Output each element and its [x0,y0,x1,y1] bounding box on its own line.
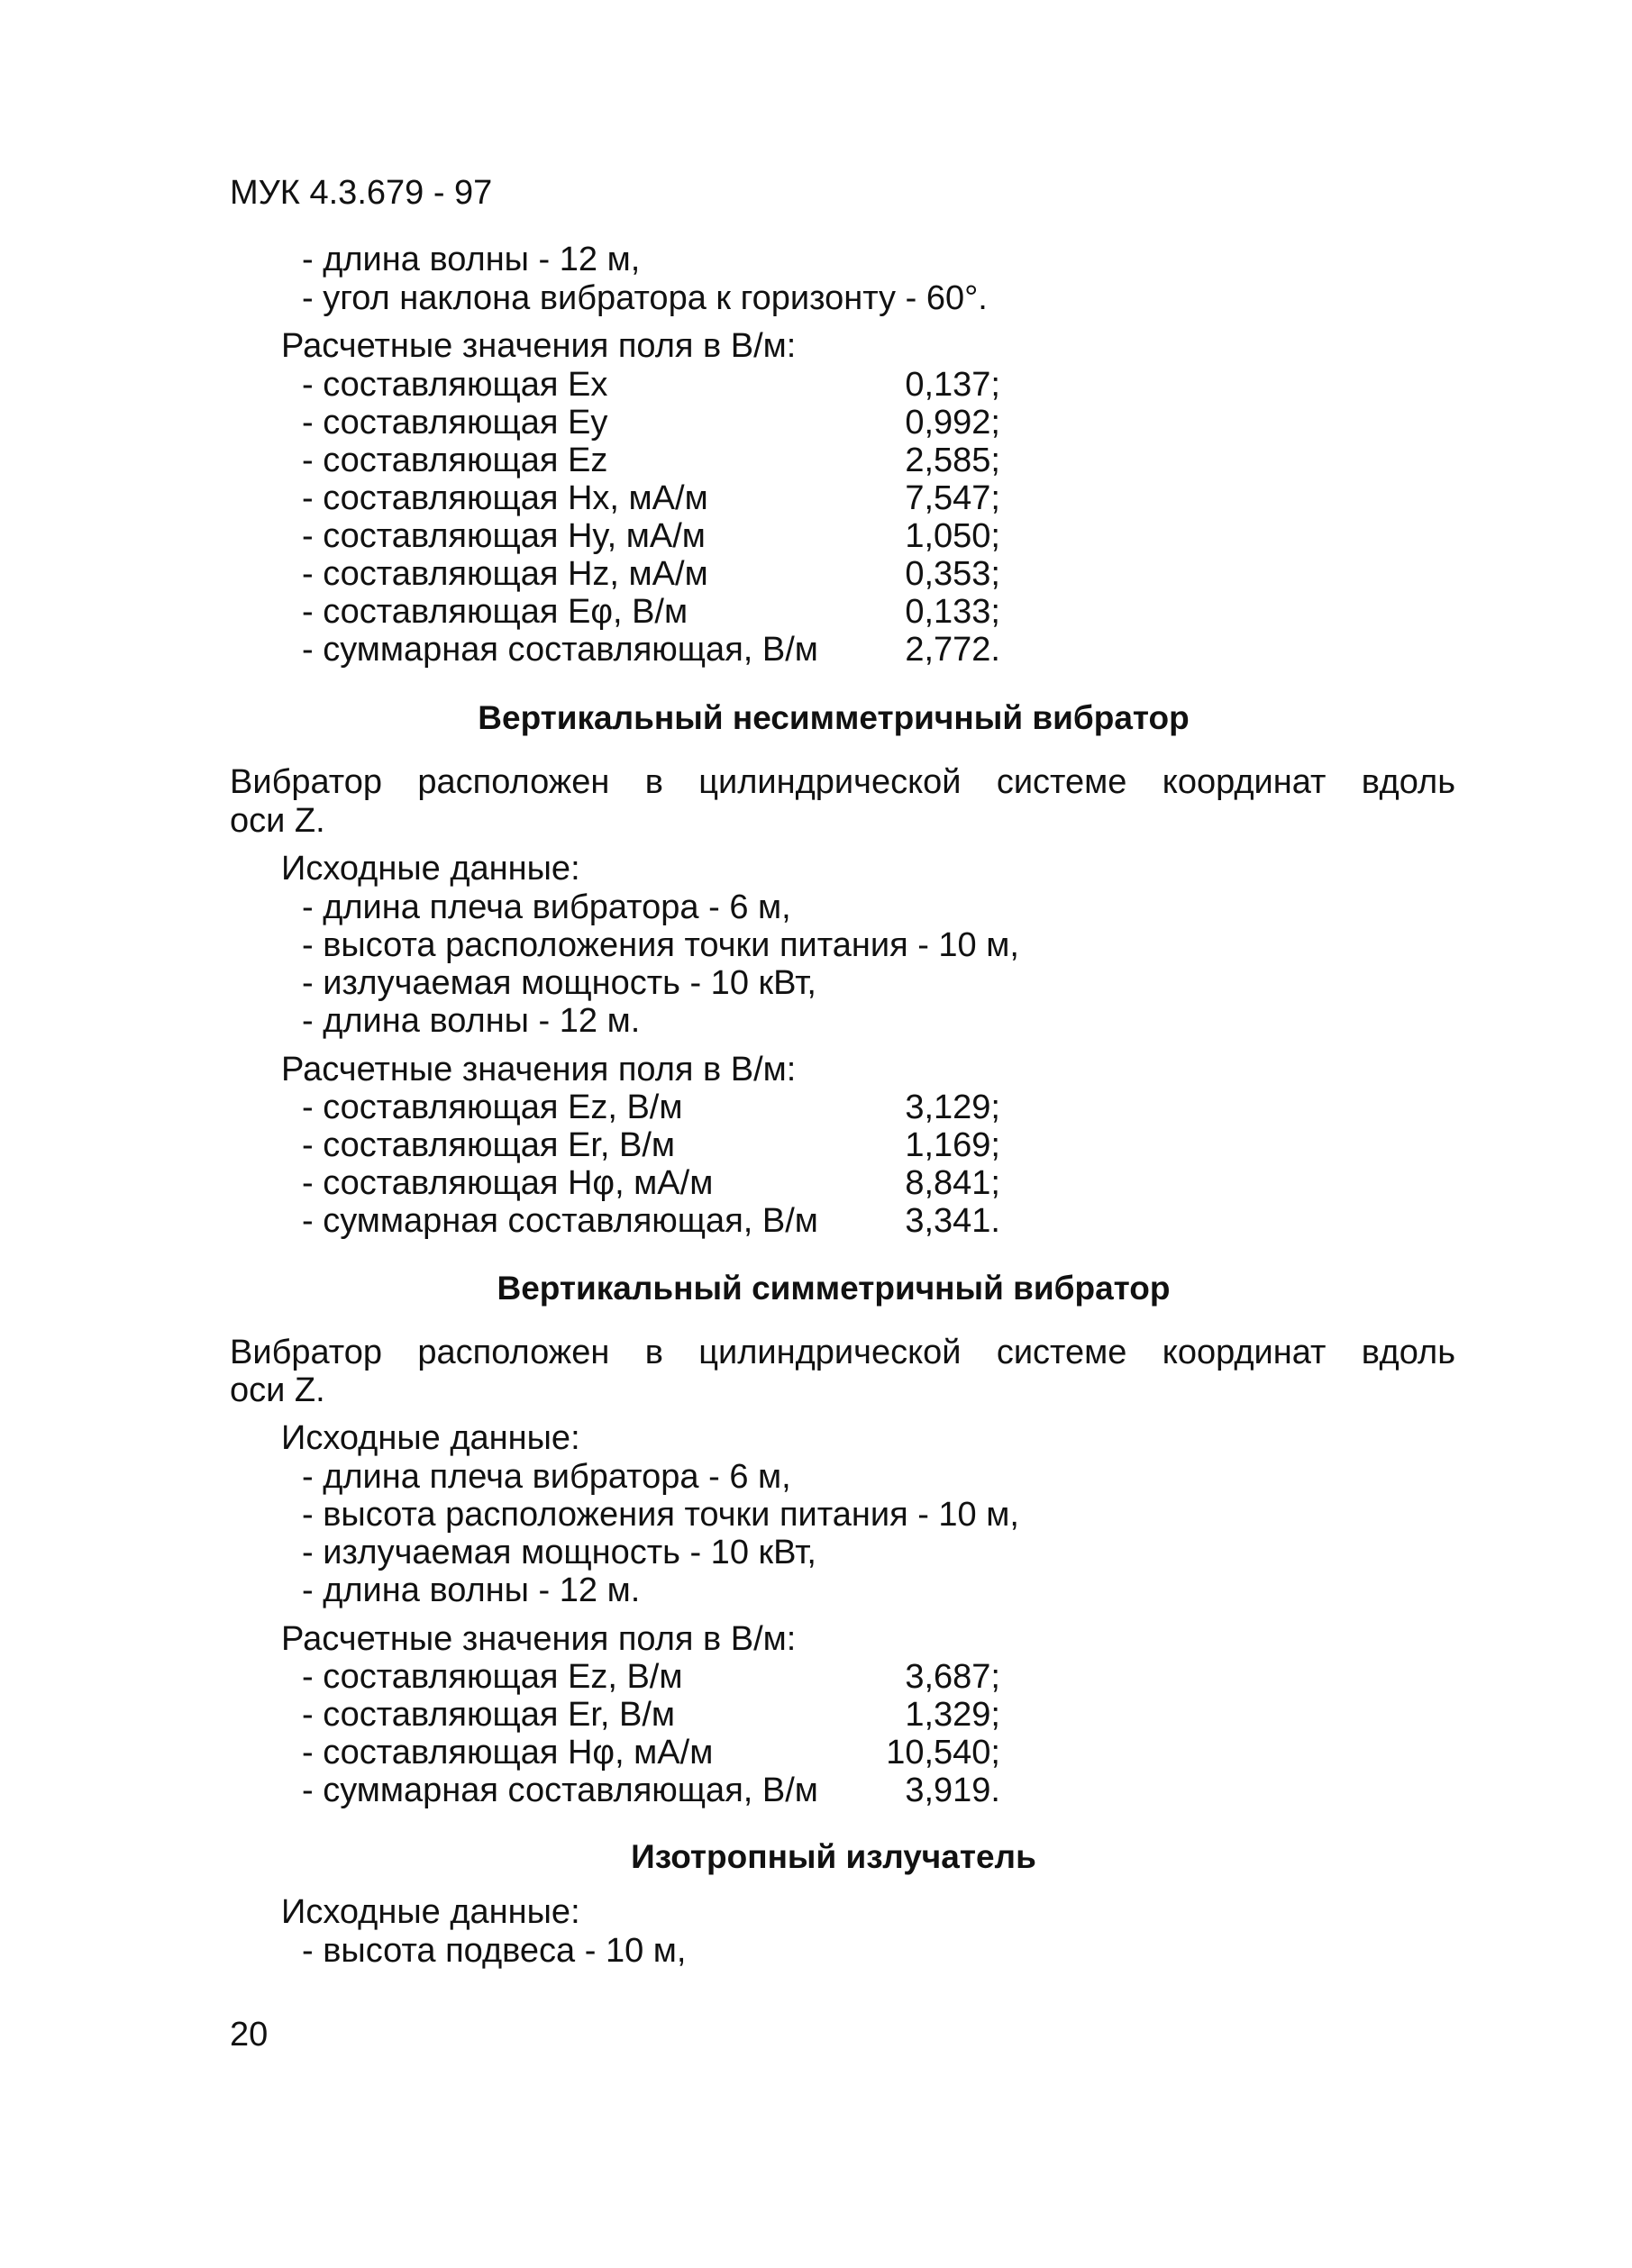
list-item: - излучаемая мощность - 10 кВт, [302,1534,816,1571]
result-label: - составляющая Er, В/м [302,1696,676,1734]
section-description: оси Z. [230,802,325,840]
result-value: 3,129; [905,1088,1000,1126]
result-value: 2,585; [905,442,1000,479]
result-label: - составляющая Er, В/м [302,1126,676,1164]
result-label: - составляющая Ez, В/м [302,1658,683,1696]
result-value: 1,050; [905,517,1000,555]
doc-code: МУК 4.3.679 - 97 [230,174,493,212]
list-item: - длина плеча вибратора - 6 м, [302,1458,791,1496]
result-value: 0,353; [905,555,1000,593]
result-label: - суммарная составляющая, В/м [302,1772,818,1809]
result-label: - составляющая Hx, мА/м [302,479,708,517]
result-label: - составляющая Hφ, мА/м [302,1734,714,1772]
list-item: - длина волны - 12 м. [302,1002,641,1040]
result-value: 1,329; [905,1696,1000,1734]
result-value: 3,341. [905,1202,1000,1240]
result-label: - составляющая Hz, мА/м [302,555,708,593]
section-description: оси Z. [230,1371,325,1409]
result-value: 8,841; [905,1164,1000,1202]
result-value: 3,687; [905,1658,1000,1696]
results-label: Расчетные значения поля в В/м: [281,327,797,365]
input-label: Исходные данные: [281,1419,580,1457]
page-number: 20 [230,2016,269,2054]
result-label: - суммарная составляющая, В/м [302,1202,818,1240]
result-label: - составляющая Ex [302,366,608,404]
list-item: - длина волны - 12 м. [302,1571,641,1609]
result-label: - суммарная составляющая, В/м [302,631,818,669]
result-label: - составляющая Ey [302,404,608,442]
result-value: 0,137; [905,366,1000,404]
result-value: 0,992; [905,404,1000,442]
result-value: 2,772. [905,631,1000,669]
section-title: Вертикальный симметричный вибратор [497,1270,1171,1307]
results-label: Расчетные значения поля в В/м: [281,1620,797,1658]
list-item: - излучаемая мощность - 10 кВт, [302,964,816,1002]
input-label: Исходные данные: [281,1893,580,1931]
section-description: Вибратор расположен в цилиндрической системе координат вдоль [230,763,1455,801]
result-value: 10,540; [886,1734,1000,1772]
list-item: - длина волны - 12 м, [302,241,641,278]
list-item: - высота подвеса - 10 м, [302,1932,687,1970]
section-title: Вертикальный несимметричный вибратор [478,699,1190,736]
result-value: 0,133; [905,593,1000,631]
list-item: - длина плеча вибратора - 6 м, [302,888,791,926]
result-label: - составляющая Hy, мА/м [302,517,706,555]
result-label: - составляющая Eφ, В/м [302,593,688,631]
result-value: 3,919. [905,1772,1000,1809]
result-label: - составляющая Ez, В/м [302,1088,683,1126]
result-value: 7,547; [905,479,1000,517]
result-value: 1,169; [905,1126,1000,1164]
results-label: Расчетные значения поля в В/м: [281,1051,797,1088]
result-label: - составляющая Ez [302,442,608,479]
result-label: - составляющая Hφ, мА/м [302,1164,714,1202]
list-item: - высота расположения точки питания - 10 м, [302,926,1019,964]
input-label: Исходные данные: [281,850,580,888]
list-item: - высота расположения точки питания - 10 м, [302,1496,1019,1534]
list-item: - угол наклона вибратора к горизонту - 60°. [302,279,988,317]
section-description: Вибратор расположен в цилиндрической системе координат вдоль [230,1334,1455,1371]
section-title: Изотропный излучатель [631,1838,1036,1875]
